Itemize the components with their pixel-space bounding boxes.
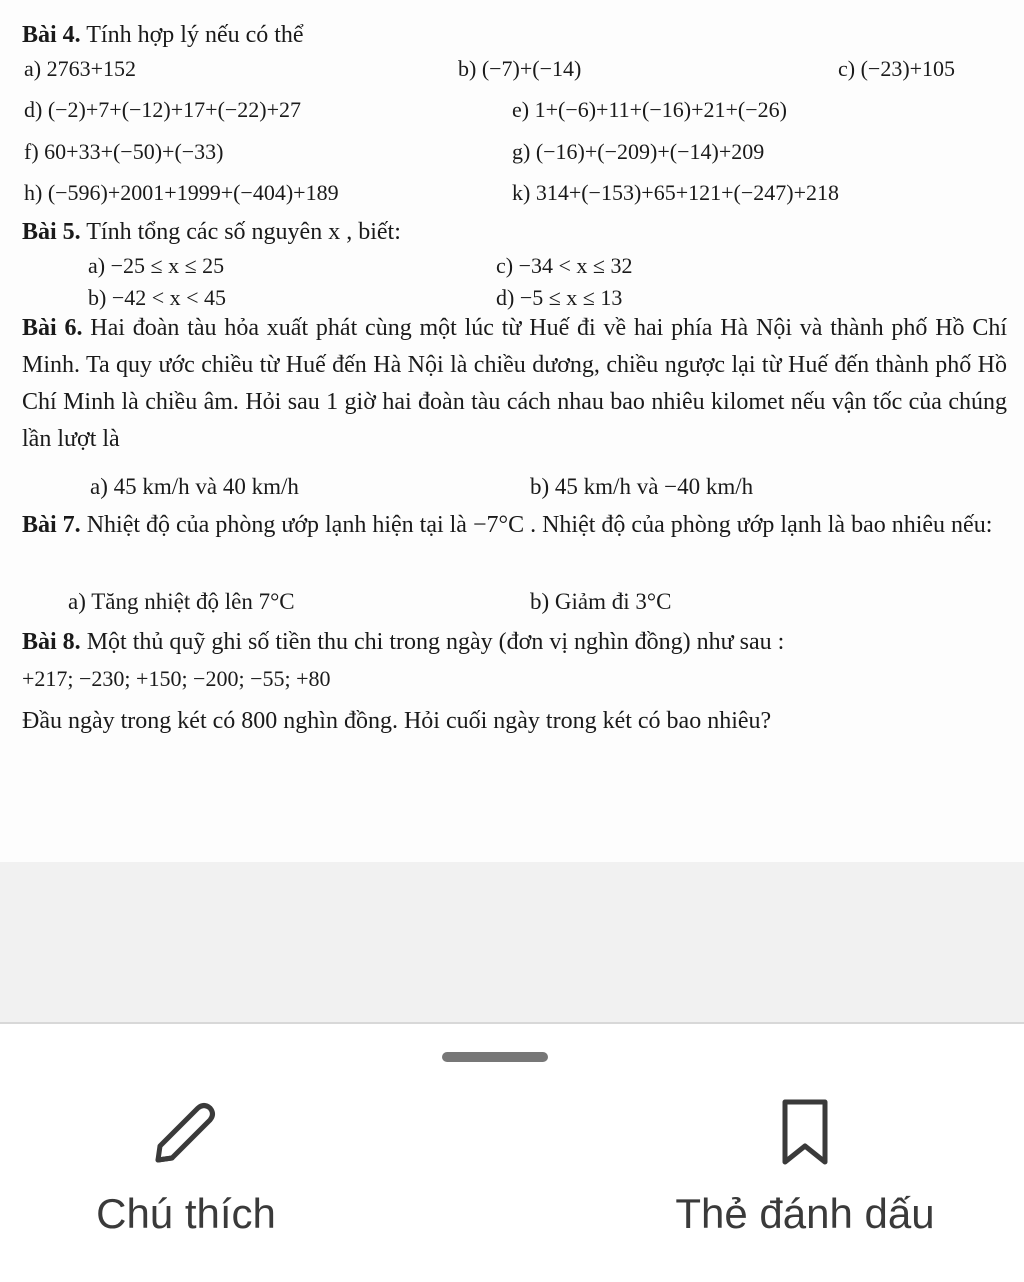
pencil-icon: [146, 1092, 226, 1172]
annotate-label: Chú thích: [96, 1190, 276, 1237]
annotate-button[interactable]: [36, 1092, 336, 1238]
viewer-background: [0, 862, 1024, 1022]
bookmark-label: Thẻ đánh dấu: [675, 1190, 935, 1237]
bai8-question: Đầu ngày trong két có 800 nghìn đồng. Hỏi cuối ngày trong két có bao nhiêu?: [22, 708, 772, 734]
bai7-paragraph: Bài 7. Nhiệt độ của phòng ướp lạnh hiện tại là −7°C . Nhiệt độ của phòng ướp lạnh là bao nhiêu nếu:: [22, 512, 993, 538]
bai5-heading: Bài 5. Tính tổng các số nguyên x , biết:: [22, 219, 401, 245]
bookmark-button[interactable]: [655, 1092, 955, 1238]
bai8-values: +217; −230; +150; −200; −55; +80: [22, 666, 331, 691]
bai6-item-a: a) 45 km/h và 40 km/h: [90, 474, 299, 499]
bai4-item-e: e) 1+(−6)+11+(−16)+21+(−26): [512, 97, 787, 122]
bookmark-icon: [765, 1092, 845, 1172]
bai4-item-a: a) 2763+152: [24, 56, 137, 81]
bai4-item-d: d) (−2)+7+(−12)+17+(−22)+27: [24, 97, 302, 122]
bai7-item-b: b) Giảm đi 3°C: [530, 589, 672, 614]
bai6-item-b: b) 45 km/h và −40 km/h: [530, 474, 754, 499]
bai4-item-h: h) (−596)+2001+1999+(−404)+189: [24, 180, 339, 205]
bai4-item-c: c) (−23)+105: [838, 56, 956, 81]
drag-handle[interactable]: [442, 1052, 548, 1062]
bai4-item-g: g) (−16)+(−209)+(−14)+209: [512, 139, 765, 164]
bai5-item-c: c) −34 < x ≤ 32: [496, 253, 633, 278]
bai4-item-f: f) 60+33+(−50)+(−33): [24, 139, 224, 164]
bai5-item-b: b) −42 < x < 45: [88, 285, 227, 310]
bai4-heading: Bài 4. Tính hợp lý nếu có thể: [22, 22, 304, 48]
bottom-sheet: [0, 1022, 1024, 1282]
bai7-item-a: a) Tăng nhiệt độ lên 7°C: [68, 589, 295, 614]
bai6-paragraph: Bài 6. Hai đoàn tàu hỏa xuất phát cùng một lúc từ Huế đi về hai phía Hà Nội và thành phố Hồ Chí Minh. Ta quy ước chiều từ Huế đến Hà Nội là chiều dương, chiều ngược lại từ Huế đến thành phố Hồ Chí Minh là chiều âm. Hỏi sau 1 giờ hai đoàn tàu cách nhau bao nhiêu kilomet nếu vận tốc của chúng lần lượt là: [22, 315, 1008, 452]
bai4-item-k: k) 314+(−153)+65+121+(−247)+218: [512, 180, 839, 205]
bai4-item-b: b) (−7)+(−14): [458, 56, 582, 81]
bai5-item-a: a) −25 ≤ x ≤ 25: [88, 253, 225, 278]
bai8-heading: Bài 8. Một thủ quỹ ghi số tiền thu chi trong ngày (đơn vị nghìn đồng) như sau :: [22, 629, 785, 655]
bai5-item-d: d) −5 ≤ x ≤ 13: [496, 285, 623, 310]
